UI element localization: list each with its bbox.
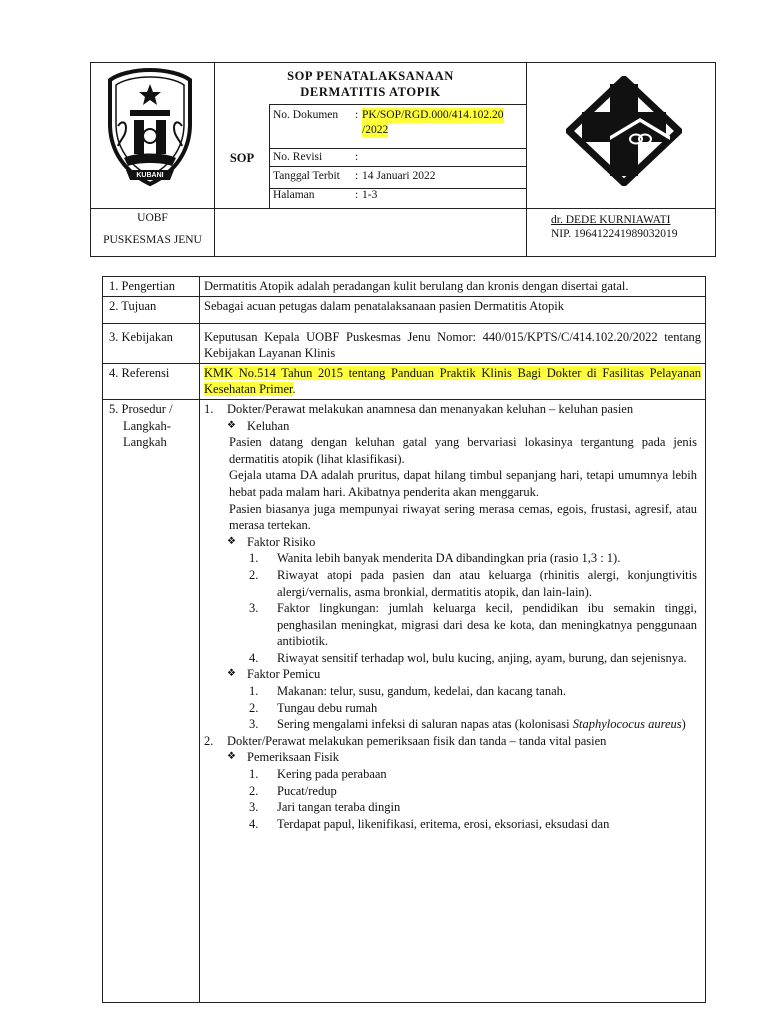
- step-1-text: Dokter/Perawat melakukan anamnesa dan menanyakan keluhan – keluhan pasien: [227, 401, 634, 416]
- keluhan-p1: Pasien datang dengan keluhan gatal yang bervariasi lokasinya tergantung pada jenis dermatitis atopik (lihat klasifikasi).: [229, 435, 697, 466]
- row-text: [200, 363, 706, 399]
- row-prosedur: [103, 399, 706, 1002]
- row-referensi: [103, 363, 706, 399]
- field-label: No. Dokumen: [273, 109, 339, 121]
- pemicu-3-end: ): [681, 717, 686, 732]
- step-2: 2. Dokter/Perawat melakukan pemeriksaan fisik dan tanda – tanda vital pasien: [204, 733, 697, 750]
- field-value-line-1: PK/SOP/RGD.000/414.102.20: [362, 109, 504, 121]
- list-item-text: Kering pada perabaan: [277, 767, 387, 782]
- list-item: 3. Faktor lingkungan: jumlah keluarga kecil, pendidikan ibu semakin tinggi, penghasilan meningkat, migrasi dari desa ke kota, dan meningkatnya penggunaan antibiotik.: [249, 601, 697, 649]
- document-title: [215, 68, 526, 100]
- prosedur-label-2: Langkah-: [123, 418, 171, 433]
- sop-label: SOP: [229, 151, 255, 165]
- field-sep: :: [355, 109, 359, 121]
- field-sep: :: [355, 189, 359, 201]
- row-pengertian: [103, 277, 706, 297]
- pemeriksaan-title: Pemeriksaan Fisik: [247, 750, 340, 765]
- signer-name: dr. DEDE KURNIAWATI: [551, 214, 671, 226]
- list-item: 2. Pucat/redup: [204, 783, 697, 800]
- org-line-1: UOBF: [137, 212, 168, 224]
- row-label: [103, 399, 200, 1002]
- field-sep: :: [355, 151, 359, 163]
- row-tujuan: [103, 296, 706, 323]
- diamond-bullet-icon: ❖: [227, 535, 236, 547]
- list-item: 2. Riwayat atopi pada pasien dan atau keluarga (rhinitis alergi, konjungtivitis alergi/vernalis, asma bronkial, dermatitis atopik, dan lain-lain).: [249, 567, 697, 599]
- list-item: 2. Tungau debu rumah: [204, 700, 697, 717]
- faktor-risiko-heading: [204, 534, 697, 551]
- faktor-pemicu-heading: [204, 666, 697, 683]
- step-1: 1. Dokter/Perawat melakukan anamnesa dan menanyakan keluhan – keluhan pasien: [204, 401, 697, 418]
- list-item-text: Makanan: telur, susu, gandum, kedelai, dan kacang tanah.: [277, 684, 566, 699]
- signer-block: [551, 213, 715, 241]
- list-item: 1. Kering pada perabaan: [204, 766, 697, 783]
- field-no-dokumen: [273, 108, 523, 146]
- list-item: 4. Terdapat papul, likenifikasi, eritema, erosi, eksoriasi, eksudasi dan: [204, 816, 697, 833]
- list-item-text: Wanita lebih banyak menderita DA dibandingkan pria (rasio 1,3 : 1).: [277, 551, 621, 566]
- list-item: 4. Riwayat sensitif terhadap wol, bulu kucing, anjing, ayam, burung, dan sejenisnya.: [204, 650, 697, 667]
- row-text: Keputusan Kepala UOBF Puskesmas Jenu Nomor: 440/015/KPTS/C/414.102.20/2022 tentang Kebijakan Layanan Klinis: [200, 323, 706, 363]
- org-block: [91, 211, 214, 248]
- diamond-bullet-icon: ❖: [227, 751, 236, 763]
- row-label: 4. Referensi: [103, 363, 200, 399]
- list-item: 1. Makanan: telur, susu, gandum, kedelai, dan kacang tanah.: [204, 683, 697, 700]
- field-value: 1-3: [362, 189, 378, 201]
- row-label: 1. Pengertian: [103, 277, 200, 297]
- prosedur-label-3: Langkah: [123, 435, 167, 450]
- row-kebijakan: [103, 323, 706, 363]
- title-line-2: DERMATITIS ATOPIK: [300, 85, 441, 99]
- list-item: 3. Jari tangan teraba dingin: [204, 799, 697, 816]
- field-label: Halaman: [273, 189, 315, 201]
- org-line-2: PUSKESMAS JENU: [103, 234, 202, 246]
- prosedur-content: [200, 399, 706, 1002]
- list-item: 1. Wanita lebih banyak menderita DA dibandingkan pria (rasio 1,3 : 1).: [204, 550, 697, 567]
- list-item-text: Riwayat atopi pada pasien dan atau keluarga (rhinitis alergi, konjungtivitis alergi/vernalis, asma bronkial, dermatitis atopik, dan lain-lain).: [277, 567, 697, 599]
- row-label: 2. Tujuan: [103, 296, 200, 323]
- pemicu-3-italic: Staphylococus aureus: [572, 717, 682, 732]
- field-value: 14 Januari 2022: [362, 170, 436, 182]
- sop-content-table: [102, 276, 706, 1003]
- list-item: 3. Sering mengalami infeksi di saluran napas atas (kolonisasi Staphylococus aureus): [204, 716, 697, 733]
- keluhan-p2: Gejala utama DA adalah pruritus, dapat hilang timbul sepanjang hari, tetapi umumnya lebih hebat pada malam hari. Akibatnya penderita akan menggaruk.: [229, 468, 697, 499]
- faktor-pemicu-title: Faktor Pemicu: [247, 667, 321, 682]
- list-item-text: Riwayat sensitif terhadap wol, bulu kucing, anjing, ayam, burung, dan sejenisnya.: [277, 650, 687, 665]
- signer-nip: NIP. 196412241989032019: [551, 228, 678, 240]
- keluhan-p3: Pasien biasanya juga mempunyai riwayat sering merasa cemas, egois, frustasi, agresif, atau merasa tertekan.: [229, 501, 697, 533]
- list-item-text: Pucat/redup: [277, 783, 337, 798]
- pemeriksaan-heading: [204, 749, 697, 766]
- pemicu-3-text: Sering mengalami infeksi di saluran napas atas (kolonisasi: [277, 717, 570, 732]
- list-item-text: [277, 716, 697, 733]
- keluhan-heading: [204, 418, 697, 435]
- row-text: Dermatitis Atopik adalah peradangan kulit berulang dan kronis dengan disertai gatal.: [200, 277, 706, 297]
- diamond-bullet-icon: ❖: [227, 419, 236, 431]
- row-text: Sebagai acuan petugas dalam penatalaksanaan pasien Dermatitis Atopik: [200, 296, 706, 323]
- regency-emblem-logo: [104, 66, 196, 204]
- prosedur-label-1: 5. Prosedur /: [109, 401, 173, 416]
- list-item-text: Terdapat papul, likenifikasi, eritema, erosi, eksoriasi, eksudasi dan: [277, 816, 610, 831]
- row-label: 3. Kebijakan: [103, 323, 200, 363]
- field-sep: :: [355, 170, 359, 182]
- field-value-line-2: /2022: [362, 124, 389, 136]
- keluhan-title: Keluhan: [247, 418, 290, 433]
- referensi-end: .: [292, 382, 296, 397]
- step-2-text: Dokter/Perawat melakukan pemeriksaan fisik dan tanda – tanda vital pasien: [227, 733, 607, 748]
- diamond-bullet-icon: ❖: [227, 668, 236, 680]
- field-label: No. Revisi: [273, 151, 323, 163]
- list-item-text: Faktor lingkungan: jumlah keluarga kecil, pendidikan ibu semakin tinggi, penghasilan meningkat, migrasi dari desa ke kota, dan meningkatnya penggunaan antibiotik.: [277, 601, 697, 649]
- field-label: Tanggal Terbit: [273, 170, 340, 182]
- referensi-text: KMK No.514 Tahun 2015 tentang Panduan Praktik Klinis Bagi Dokter di Fasilitas Pelayanan Kesehatan Primer: [204, 365, 701, 397]
- emblem-text: KUBANI: [136, 172, 164, 179]
- puskesmas-logo: [566, 76, 682, 186]
- list-item-text: Jari tangan teraba dingin: [277, 800, 401, 815]
- title-line-1: SOP PENATALAKSANAAN: [287, 69, 454, 83]
- list-item-text: Tungau debu rumah: [277, 700, 378, 715]
- faktor-risiko-title: Faktor Risiko: [247, 534, 316, 549]
